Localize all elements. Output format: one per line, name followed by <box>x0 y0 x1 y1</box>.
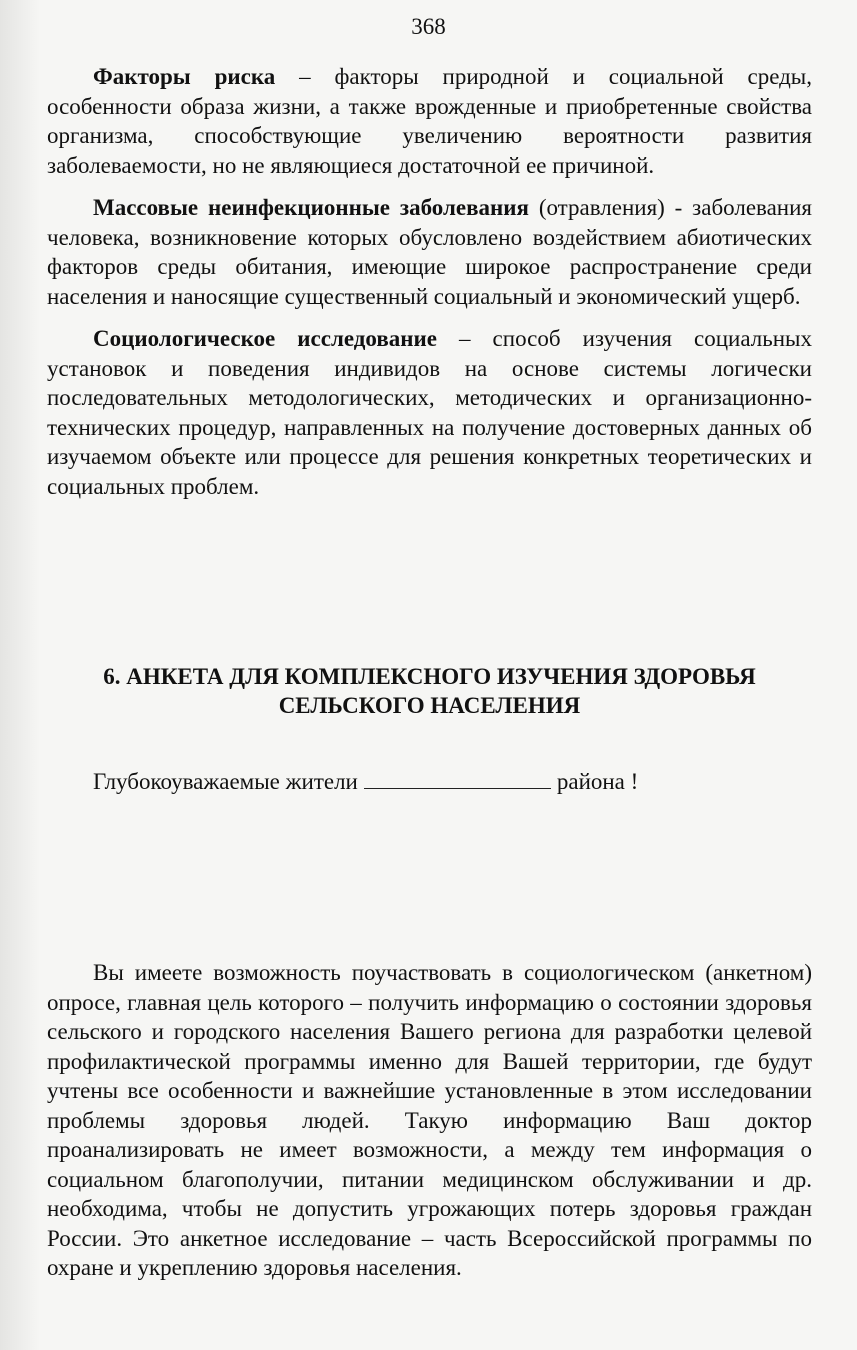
definitions-block <box>47 62 812 501</box>
page-edge-shadow <box>0 0 40 1350</box>
definition-noninfectious-diseases <box>47 193 812 311</box>
definition-term: Социологическое исследование <box>93 326 437 351</box>
definition-text: (отравления) - заболевания человека, возникновение которых обусловлено воздействием абиотических факторов среды обитания, имеющие широкое распространение среди населения и наносящие существенный социальный и экономический ущерб. <box>47 195 812 309</box>
district-blank-field[interactable] <box>364 768 551 789</box>
definition-term: Массовые неинфекционные заболевания <box>93 195 529 220</box>
greeting-line <box>93 767 813 796</box>
intro-block <box>47 958 812 1283</box>
definition-text: – факторы природной и социальной среды, особенности образа жизни, а также врожденные и приобретенные свойства организма, способствующие увеличению вероятности развития заболеваемости, но не являющиеся достаточной ее причиной. <box>47 64 813 178</box>
page-number: 368 <box>411 14 446 39</box>
section-heading <box>47 662 812 720</box>
section-heading-line1: 6. АНКЕТА ДЛЯ КОМПЛЕКСНОГО ИЗУЧЕНИЯ ЗДОРОВЬЯ <box>103 664 756 689</box>
definition-sociological-research <box>47 324 812 501</box>
section-heading-line2: СЕЛЬСКОГО НАСЕЛЕНИЯ <box>278 693 581 718</box>
definition-risk-factors <box>47 62 812 180</box>
intro-paragraph: Вы имеете возможность поучаствовать в социологическом (анкетном) опросе, главная цель которого – получить информацию о состоянии здоровья сельского и городского населения Вашего региона для разработки целевой профилактической программы именно для Вашей территории, где будут учтены все особенности и важнейшие установленные в этом исследовании проблемы здоровья людей. Такую информацию Ваш доктор проанализировать не имеет возможности, а между тем информация о социальном благополучии, питании медицинском обслуживании и др. необходима, чтобы не допустить угрожающих потерь здоровья граждан России. Это анкетное исследование – часть Всероссийской программы по охране и укреплению здоровья населения. <box>47 960 812 1280</box>
greeting-suffix: района ! <box>556 769 639 794</box>
definition-text: – способ изучения социальных установок и поведения индивидов на основе системы логически последовательных методологических, методических и организационно-технических процедур, направленных на получение достоверных данных об изучаемом объекте или процессе для решения конкретных теоретических и социальных проблем. <box>47 326 812 499</box>
greeting-prefix: Глубокоуважаемые жители <box>93 769 358 794</box>
definition-term: Факторы риска <box>93 64 276 89</box>
